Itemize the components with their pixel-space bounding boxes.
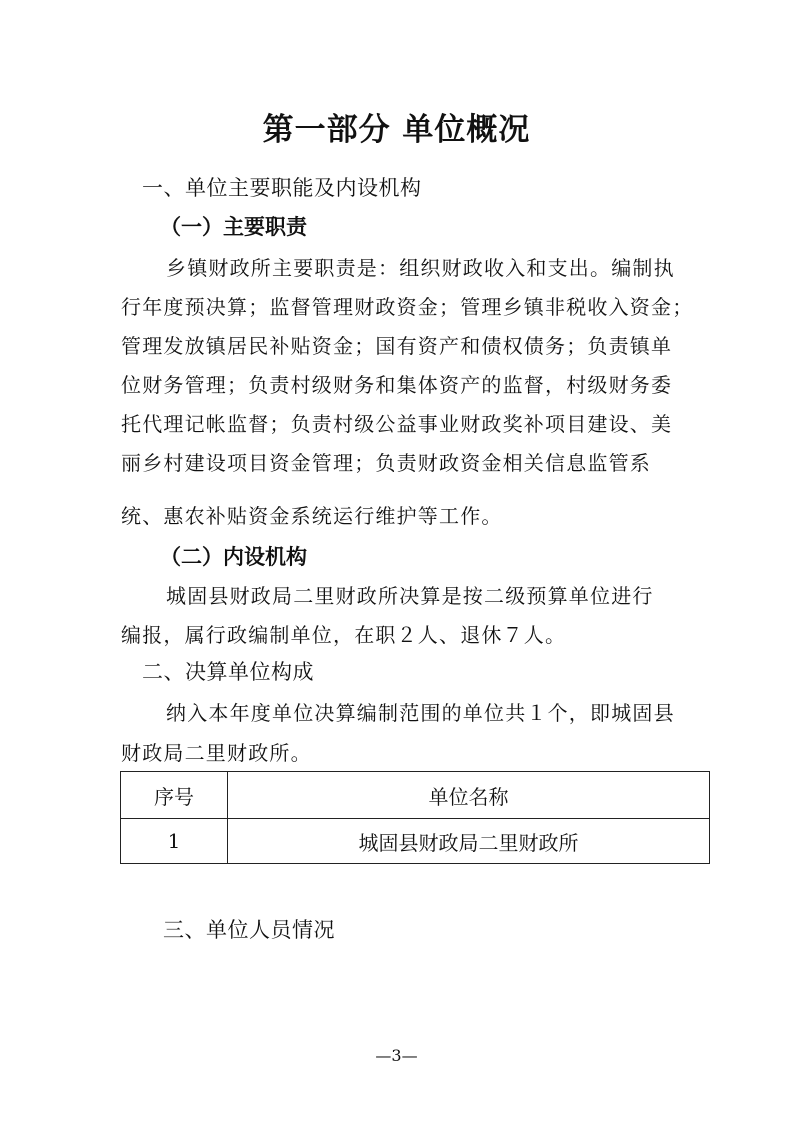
subsection-heading-structure: （二）内设机构 (160, 545, 307, 569)
section-heading-functions: 一、单位主要职能及内设机构 (142, 176, 422, 200)
paragraph-line: 编报，属行政编制单位，在职２人、退休７人。 (121, 623, 567, 647)
column-header-unit-name: 单位名称 (228, 772, 710, 819)
document-title: 第一部分 单位概况 (262, 112, 531, 148)
paragraph-line: 纳入本年度单位决算编制范围的单位共１个，即城固县 (166, 701, 675, 725)
page-number: —3— (375, 1046, 418, 1065)
paragraph-line: 丽乡村建设项目资金管理；负责财政资金相关信息监管系 (121, 451, 651, 475)
table-row (121, 819, 710, 864)
paragraph-line: 管理发放镇居民补贴资金；国有资产和债权债务；负责镇单 (121, 334, 673, 358)
paragraph-line: 财政局二里财政所。 (121, 741, 312, 765)
section-heading-composition: 二、决算单位构成 (142, 660, 314, 684)
paragraph-line: 位财务管理；负责村级财务和集体资产的监督，村级财务委 (121, 373, 673, 397)
paragraph-line: 行年度预决算；监督管理财政资金；管理乡镇非税收入资金； (121, 295, 694, 319)
table-header-row (121, 772, 710, 819)
paragraph-line: 城固县财政局二里财政所决算是按二级预算单位进行 (166, 584, 654, 608)
table-cell-unit-name: 城固县财政局二里财政所 (228, 819, 710, 864)
paragraph-line: 统、惠农补贴资金系统运行维护等工作。 (121, 504, 503, 528)
subsection-heading-duties: （一）主要职责 (160, 215, 307, 239)
unit-table (120, 771, 710, 864)
paragraph-line: 乡镇财政所主要职责是：组织财政收入和支出。编制执 (166, 256, 675, 280)
paragraph-line: 托代理记帐监督；负责村级公益事业财政奖补项目建设、美 (121, 412, 673, 436)
column-header-number: 序号 (121, 772, 228, 819)
section-heading-personnel: 三、单位人员情况 (163, 918, 335, 942)
table-cell-number: 1 (121, 819, 228, 864)
